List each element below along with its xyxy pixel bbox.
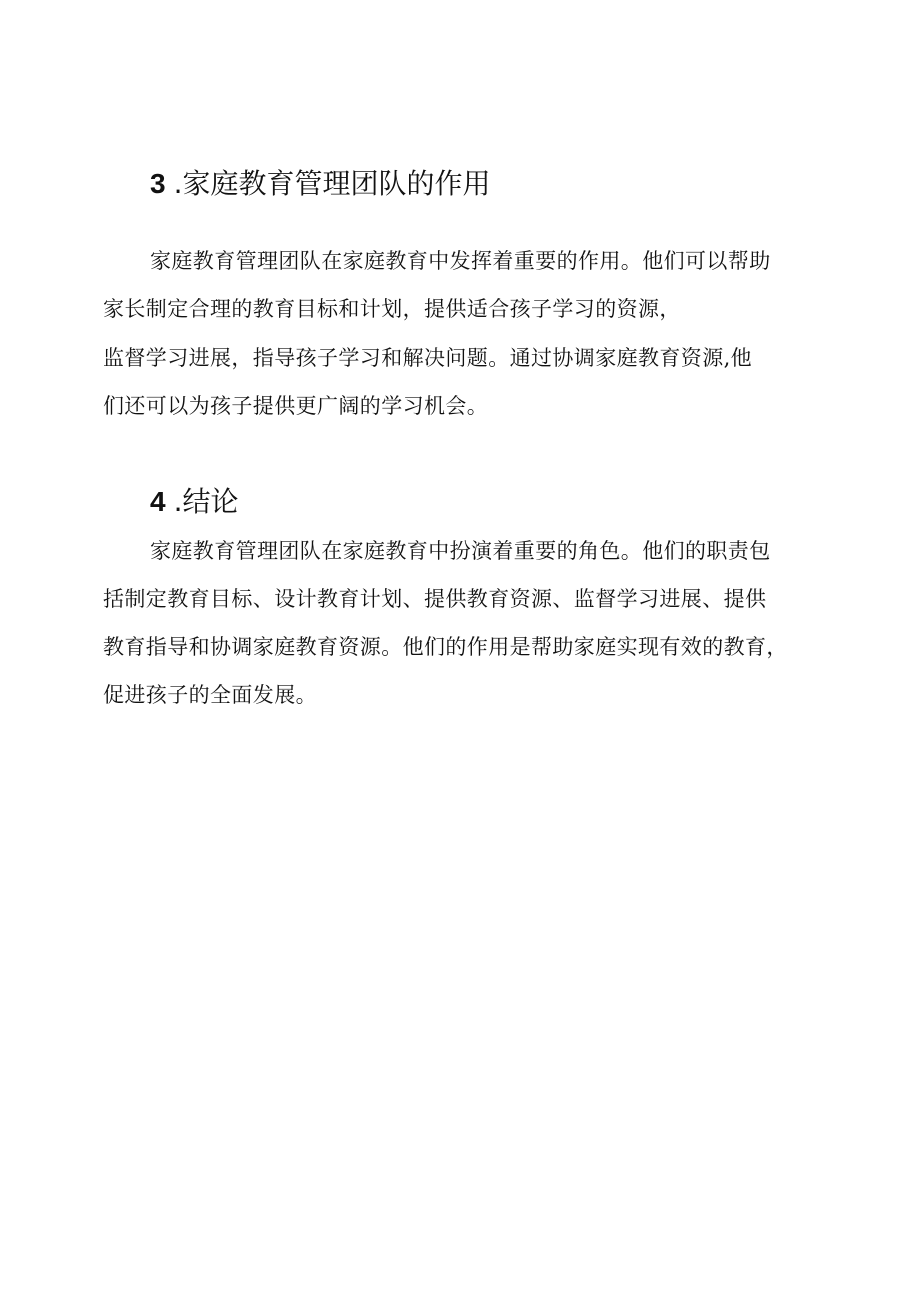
section-number: 3 [150, 168, 166, 199]
section-heading-3 [150, 166, 490, 202]
section-number: 4 [150, 486, 166, 517]
paragraph-line: 促进孩子的全面发展。 [103, 683, 317, 707]
section-title: .家庭教育管理团队的作用 [173, 167, 491, 200]
paragraph-line: 括制定教育目标、设计教育计划、提供教育资源、监督学习进展、提供 [103, 587, 767, 611]
paragraph-line: 家庭教育管理团队在家庭教育中扮演着重要的角色。他们的职责包 [150, 539, 771, 563]
section-title: .结论 [173, 485, 239, 518]
paragraph-line: 教育指导和协调家庭教育资源。他们的作用是帮助家庭实现有效的教育， [103, 635, 788, 659]
paragraph-line: 们还可以为孩子提供更广阔的学习机会。 [103, 394, 489, 418]
paragraph-line: 监督学习进展，指导孩子学习和解决问题。通过协调家庭教育资源,他 [103, 346, 753, 370]
paragraph-line: 家庭教育管理团队在家庭教育中发挥着重要的作用。他们可以帮助 [150, 249, 771, 273]
section-heading-4 [150, 484, 238, 520]
paragraph-line: 家长制定合理的教育目标和计划，提供适合孩子学习的资源， [103, 297, 681, 321]
